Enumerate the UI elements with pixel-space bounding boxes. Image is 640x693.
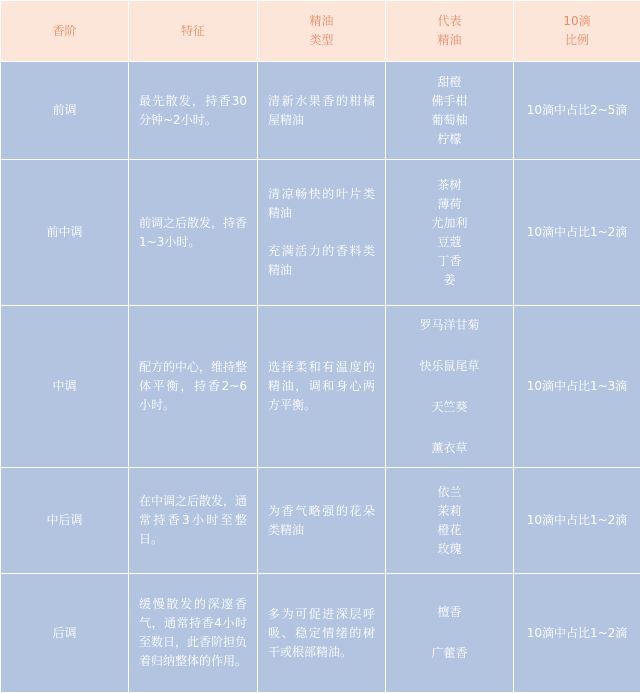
header-oil-type-line-2: 类型 bbox=[258, 31, 385, 50]
header-representative-line-1: 代表 bbox=[386, 12, 513, 31]
oil-type-cell bbox=[258, 62, 386, 160]
feature-text: 在中调之后散发，通常持香3小时至整日。 bbox=[139, 494, 247, 546]
oil-type-cell bbox=[258, 160, 386, 306]
ratio-cell bbox=[514, 160, 640, 306]
table-row bbox=[1, 468, 640, 574]
feature-text: 缓慢散发的深邃香气，通常持香4小时至数日，此香阶担负着归纳整体的作用。 bbox=[139, 597, 247, 668]
oil-name: 薰衣草 bbox=[386, 439, 513, 458]
oil-type-text: 清新水果香的柑橘屋精油 bbox=[268, 94, 375, 127]
header-representative-line-2: 精油 bbox=[386, 31, 513, 50]
representative-oils-cell bbox=[386, 468, 514, 574]
header-stage bbox=[1, 1, 129, 62]
oil-name: 檀香 bbox=[386, 603, 513, 622]
header-feature-label: 特征 bbox=[181, 24, 205, 38]
oil-type-text: 为香气略强的花朵类精油 bbox=[268, 504, 375, 537]
stage-cell bbox=[1, 306, 129, 468]
representative-oils-cell bbox=[386, 160, 514, 306]
header-ratio-line-1: 10滴 bbox=[514, 12, 640, 31]
ratio-text: 10滴中占比1~2滴 bbox=[527, 513, 628, 527]
stage-label: 前调 bbox=[52, 103, 76, 117]
oil-name: 依兰 bbox=[386, 483, 513, 502]
stage-label: 中后调 bbox=[46, 513, 82, 527]
ratio-cell bbox=[514, 62, 640, 160]
feature-cell bbox=[129, 62, 258, 160]
ratio-text: 10滴中占比1~2滴 bbox=[527, 626, 628, 640]
oil-name: 天竺葵 bbox=[386, 398, 513, 417]
ratio-cell bbox=[514, 468, 640, 574]
header-ratio bbox=[514, 1, 640, 62]
feature-cell bbox=[129, 574, 258, 693]
oil-name: 丁香 bbox=[386, 252, 513, 271]
ratio-text: 10滴中占比1~2滴 bbox=[527, 225, 628, 239]
feature-text: 前调之后散发，持香1~3小时。 bbox=[139, 216, 247, 249]
oil-name: 姜 bbox=[386, 271, 513, 290]
oil-type-cell bbox=[258, 306, 386, 468]
feature-cell bbox=[129, 468, 258, 574]
representative-oils-cell bbox=[386, 62, 514, 160]
oil-type-text: 充满活力的香料类精油 bbox=[268, 242, 375, 280]
oil-name: 豆蔻 bbox=[386, 233, 513, 252]
oil-name: 广藿香 bbox=[386, 644, 513, 663]
feature-cell bbox=[129, 160, 258, 306]
header-oil-type bbox=[258, 1, 386, 62]
ratio-cell bbox=[514, 574, 640, 693]
oil-name: 茉莉 bbox=[386, 502, 513, 521]
oil-name: 茶树 bbox=[386, 176, 513, 195]
header-representative bbox=[386, 1, 514, 62]
stage-cell bbox=[1, 62, 129, 160]
oil-name: 罗马洋甘菊 bbox=[386, 316, 513, 335]
ratio-text: 10滴中占比2~5滴 bbox=[527, 103, 628, 117]
oil-type-text: 清凉畅快的叶片类精油 bbox=[268, 185, 375, 223]
oil-name: 薄荷 bbox=[386, 195, 513, 214]
table-row bbox=[1, 574, 640, 693]
table-row bbox=[1, 62, 640, 160]
oil-type-text: 多为可促进深层呼吸、稳定情绪的树干或根部精油。 bbox=[268, 607, 375, 659]
feature-text: 最先散发，持香30分钟~2小时。 bbox=[139, 94, 247, 127]
header-stage-label: 香阶 bbox=[52, 24, 76, 38]
oil-name: 佛手柑 bbox=[386, 92, 513, 111]
oil-name: 尤加利 bbox=[386, 214, 513, 233]
table-row bbox=[1, 306, 640, 468]
header-row bbox=[1, 1, 640, 62]
oil-name: 玫瑰 bbox=[386, 540, 513, 559]
stage-label: 中调 bbox=[52, 379, 76, 393]
representative-oils-cell bbox=[386, 574, 514, 693]
header-feature bbox=[129, 1, 258, 62]
stage-cell bbox=[1, 468, 129, 574]
stage-label: 后调 bbox=[52, 626, 76, 640]
header-oil-type-line-1: 精油 bbox=[258, 12, 385, 31]
oil-name: 葡萄柚 bbox=[386, 111, 513, 130]
stage-label: 前中调 bbox=[46, 225, 82, 239]
oil-name: 柠檬 bbox=[386, 130, 513, 149]
ratio-cell bbox=[514, 306, 640, 468]
feature-text: 配方的中心，维持整体平衡，持香2~6小时。 bbox=[139, 360, 247, 412]
oil-type-cell bbox=[258, 574, 386, 693]
table-row bbox=[1, 160, 640, 306]
feature-cell bbox=[129, 306, 258, 468]
oil-name: 甜橙 bbox=[386, 73, 513, 92]
stage-cell bbox=[1, 574, 129, 693]
representative-oils-cell bbox=[386, 306, 514, 468]
oil-type-text: 选择柔和有温度的精油，调和身心两方平衡。 bbox=[268, 360, 375, 412]
oil-name: 快乐鼠尾草 bbox=[386, 357, 513, 376]
header-ratio-line-2: 比例 bbox=[514, 31, 640, 50]
stage-cell bbox=[1, 160, 129, 306]
oil-name: 橙花 bbox=[386, 521, 513, 540]
oil-type-cell bbox=[258, 468, 386, 574]
ratio-text: 10滴中占比1~3滴 bbox=[527, 379, 628, 393]
